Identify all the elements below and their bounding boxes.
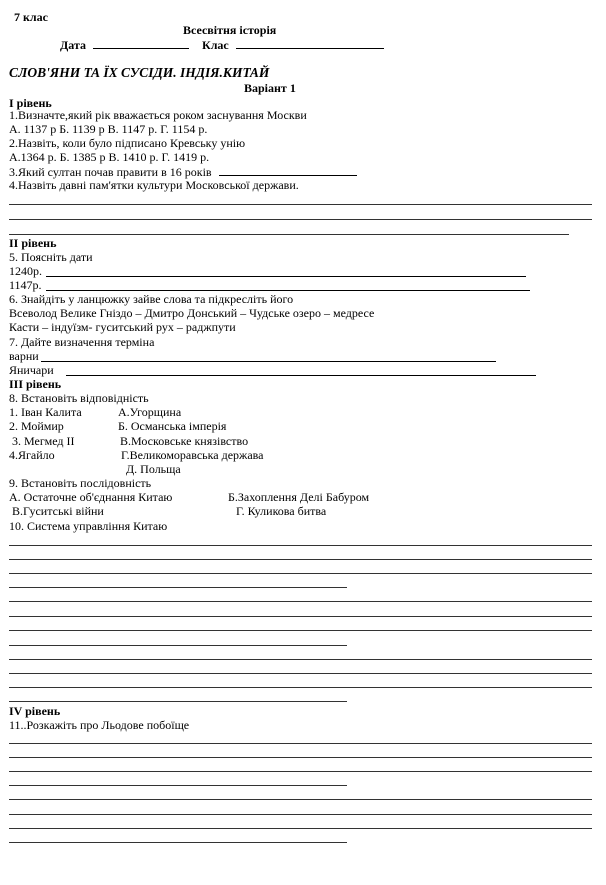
- match-right-item: А.Угорщина: [118, 405, 182, 419]
- sequence-item: Б.Захоплення Делі Бабуром: [228, 490, 370, 504]
- question-4: 4.Назвіть давні пам'ятки культури Московської держави.: [9, 178, 299, 192]
- answer-line[interactable]: [9, 785, 347, 786]
- answer-line[interactable]: [9, 601, 592, 602]
- question-9: 9. Встановіть послідовність: [9, 476, 152, 490]
- match-left-item: 3. Мегмед ІІ: [9, 434, 75, 448]
- answer-line[interactable]: [9, 573, 592, 574]
- level3-heading: ІІІ рівень: [9, 377, 62, 391]
- answer-line[interactable]: [9, 219, 592, 220]
- answer-line[interactable]: [9, 757, 592, 758]
- answer-line[interactable]: [9, 630, 592, 631]
- match-left-item: 2. Моймир: [9, 419, 64, 433]
- date-2-answer-line[interactable]: [46, 290, 530, 291]
- answer-line[interactable]: [9, 673, 592, 674]
- match-right-item: Б. Османська імперія: [118, 419, 227, 433]
- answer-line[interactable]: [9, 701, 347, 702]
- sequence-item: Г. Куликова битва: [236, 504, 327, 518]
- question-2-options: А.1364 р. Б. 1385 р В. 1410 р. Г. 1419 р.: [9, 150, 210, 164]
- answer-line[interactable]: [9, 771, 592, 772]
- match-right-item: Д. Польща: [126, 462, 181, 476]
- date-row: [60, 37, 189, 52]
- sequence-item: А. Остаточне об'єднання Китаю: [9, 490, 173, 504]
- sequence-item: В.Гуситські війни: [12, 504, 104, 518]
- chain-2: Касти – індуїзм- гуситський рух – раджпути: [9, 320, 236, 334]
- term-2-answer-line[interactable]: [66, 375, 536, 376]
- question-2: 2.Назвіть, коли було підписано Кревську унію: [9, 136, 246, 150]
- answer-line[interactable]: [9, 659, 592, 660]
- answer-line[interactable]: [9, 842, 347, 843]
- term-1-label: варни: [9, 349, 39, 363]
- answer-line[interactable]: [9, 616, 592, 617]
- answer-line[interactable]: [9, 645, 347, 646]
- answer-line[interactable]: [9, 545, 592, 546]
- date-field[interactable]: [93, 37, 189, 49]
- subject-label: Всесвітня історія: [183, 23, 277, 37]
- question-3-row: [9, 164, 357, 179]
- question-3: 3.Який султан почав правити в 16 років: [9, 165, 212, 179]
- question-11: 11..Розкажіть про Льодове побоїще: [9, 718, 190, 732]
- answer-line[interactable]: [9, 587, 347, 588]
- class-label: Клас: [202, 38, 229, 52]
- answer-line[interactable]: [9, 687, 592, 688]
- answer-line[interactable]: [9, 234, 569, 235]
- question-1-options: А. 1137 р Б. 1139 р В. 1147 р. Г. 1154 р.: [9, 122, 208, 136]
- question-7: 7. Дайте визначення терміна: [9, 335, 155, 349]
- class-row: [202, 37, 384, 52]
- question-8: 8. Встановіть відповідність: [9, 391, 149, 405]
- answer-line[interactable]: [9, 828, 592, 829]
- date-label: Дата: [60, 38, 86, 52]
- match-right-item: Г.Великоморавська держава: [121, 448, 264, 462]
- date-1-label: 1240р.: [9, 264, 42, 278]
- answer-line[interactable]: [9, 204, 592, 205]
- question-10: 10. Система управління Китаю: [9, 519, 168, 533]
- variant-label: Варіант 1: [244, 81, 296, 95]
- answer-line[interactable]: [9, 814, 592, 815]
- answer-line[interactable]: [9, 559, 592, 560]
- match-right-item: В.Московське князівство: [120, 434, 249, 448]
- date-2-label: 1147р.: [9, 278, 42, 292]
- grade-label: 7 клас: [14, 10, 48, 24]
- match-left-item: 1. Іван Калита: [9, 405, 82, 419]
- answer-line[interactable]: [9, 799, 592, 800]
- question-1: 1.Визначте,який рік вважається роком заснування Москви: [9, 108, 307, 122]
- question-3-answer[interactable]: [219, 164, 357, 176]
- answer-line[interactable]: [9, 743, 592, 744]
- match-left-item: 4.Ягайло: [9, 448, 55, 462]
- worksheet-title: СЛОВ'ЯНИ ТА ЇХ СУСІДИ. ІНДІЯ.КИТАЙ: [9, 65, 270, 80]
- level1-heading: І рівень: [9, 96, 52, 110]
- level4-heading: IV рівень: [9, 704, 61, 718]
- class-field[interactable]: [236, 37, 384, 49]
- question-6: 6. Знайдіть у ланцюжку зайве слова та підкресліть його: [9, 292, 294, 306]
- term-2-label: Яничари: [9, 363, 54, 377]
- chain-1: Всеволод Велике Гніздо – Дмитро Донський – Чудське озеро – медресе: [9, 306, 375, 320]
- question-5: 5. Поясніть дати: [9, 250, 93, 264]
- level2-heading: ІІ рівень: [9, 236, 57, 250]
- date-1-answer-line[interactable]: [46, 276, 526, 277]
- term-1-answer-line[interactable]: [41, 361, 496, 362]
